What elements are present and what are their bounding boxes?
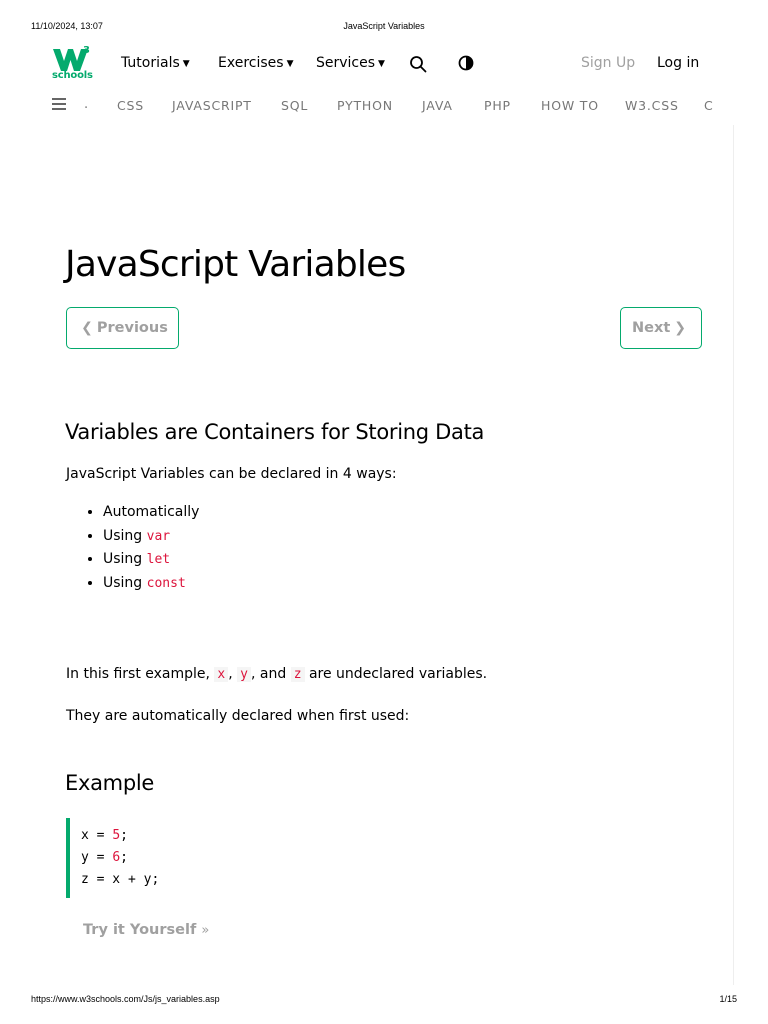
tutorials-label: Tutorials	[121, 55, 180, 71]
search-button[interactable]	[409, 55, 429, 75]
text-fragment: are undeclared variables.	[308, 666, 488, 682]
subnav-item-sql[interactable]: SQL	[281, 98, 309, 113]
caret-down-icon: ▼	[378, 59, 385, 69]
previous-button[interactable]	[66, 307, 179, 349]
print-page-number: 1/15	[719, 994, 737, 1004]
tutorials-menu[interactable]	[121, 55, 190, 71]
list-item-text: Using	[103, 551, 143, 567]
print-url: https://www.w3schools.com/Js/js_variables.asp	[31, 994, 220, 1004]
code-text: x =	[81, 828, 113, 843]
auto-declared-paragraph: They are automatically declared when first used:	[66, 708, 410, 724]
print-date: 11/10/2024, 13:07	[31, 21, 103, 31]
page-title: JavaScript Variables	[65, 244, 406, 285]
services-label: Services	[316, 55, 376, 71]
caret-down-icon: ▼	[286, 59, 294, 69]
top-navbar	[0, 40, 768, 90]
code-line: z = x + y;	[81, 872, 160, 887]
subnav-item-css[interactable]: CSS	[117, 98, 144, 113]
keyword-var: var	[146, 528, 171, 544]
print-title: JavaScript Variables	[343, 21, 425, 31]
subnav-truncated-item: .	[84, 97, 89, 112]
contrast-icon	[458, 55, 474, 71]
chevron-left-icon: ❮	[81, 320, 93, 336]
inline-code-z: z	[291, 667, 305, 682]
next-button[interactable]	[620, 307, 702, 349]
code-text: ;	[120, 828, 128, 843]
keyword-const: const	[146, 575, 186, 591]
code-number: 6	[112, 850, 121, 865]
list-item	[103, 502, 199, 526]
text-fragment: In this first example,	[66, 666, 210, 682]
list-item	[103, 526, 199, 550]
chevron-right-icon: ❯	[674, 320, 686, 336]
list-item-text: Using	[103, 527, 143, 544]
previous-label: Previous	[96, 320, 168, 336]
code-line	[81, 825, 716, 847]
subnav-item-javascript[interactable]: JAVASCRIPT	[172, 98, 252, 113]
list-item	[103, 573, 199, 597]
text-fragment: , and	[250, 666, 287, 682]
try-it-label: Try it Yourself	[83, 922, 197, 938]
list-item-text: Automatically	[103, 504, 200, 520]
services-menu[interactable]	[316, 55, 385, 71]
subnav-item-w3css[interactable]: W3.CSS	[625, 98, 679, 113]
subnav-item-python[interactable]: PYTHON	[337, 98, 393, 113]
caret-down-icon: ▼	[182, 59, 190, 69]
next-label: Next	[632, 320, 671, 336]
sign-up-link[interactable]: Sign Up	[581, 55, 636, 71]
exercises-menu[interactable]	[218, 55, 293, 71]
text-fragment: ,	[228, 666, 233, 682]
subnav-item-php[interactable]: PHP	[484, 98, 511, 113]
search-icon	[409, 55, 427, 73]
example-intro-paragraph	[66, 666, 487, 682]
intro-paragraph: JavaScript Variables can be declared in 4 ways:	[66, 466, 397, 482]
code-text: ;	[120, 850, 128, 865]
exercises-label: Exercises	[218, 55, 284, 71]
code-line	[81, 847, 716, 869]
subnav-item-how-to[interactable]: HOW TO	[541, 98, 599, 113]
list-item	[103, 549, 199, 573]
inline-code-x: x	[214, 667, 228, 682]
section-heading: Variables are Containers for Storing Data	[65, 420, 485, 444]
hamburger-menu-icon[interactable]	[52, 98, 66, 110]
content-right-border	[733, 125, 734, 985]
keyword-let: let	[146, 552, 171, 567]
logo-text: schools	[52, 70, 93, 81]
logo-superscript: 3	[83, 45, 90, 56]
code-text: y =	[81, 850, 113, 865]
subnav-item-java[interactable]: JAVA	[422, 98, 453, 113]
example-heading: Example	[65, 771, 155, 795]
code-example	[66, 818, 716, 898]
subnav-item-c[interactable]: C	[704, 98, 714, 113]
code-number: 5	[112, 828, 121, 843]
try-it-yourself-button[interactable]	[83, 922, 209, 938]
raquo-icon: »	[201, 923, 210, 938]
theme-toggle-button[interactable]	[458, 55, 478, 75]
inline-code-y: y	[237, 667, 251, 682]
subject-navbar	[0, 95, 733, 117]
log-in-link[interactable]: Log in	[657, 55, 700, 71]
list-item-text: Using	[103, 574, 143, 591]
declaration-ways-list	[85, 502, 199, 596]
